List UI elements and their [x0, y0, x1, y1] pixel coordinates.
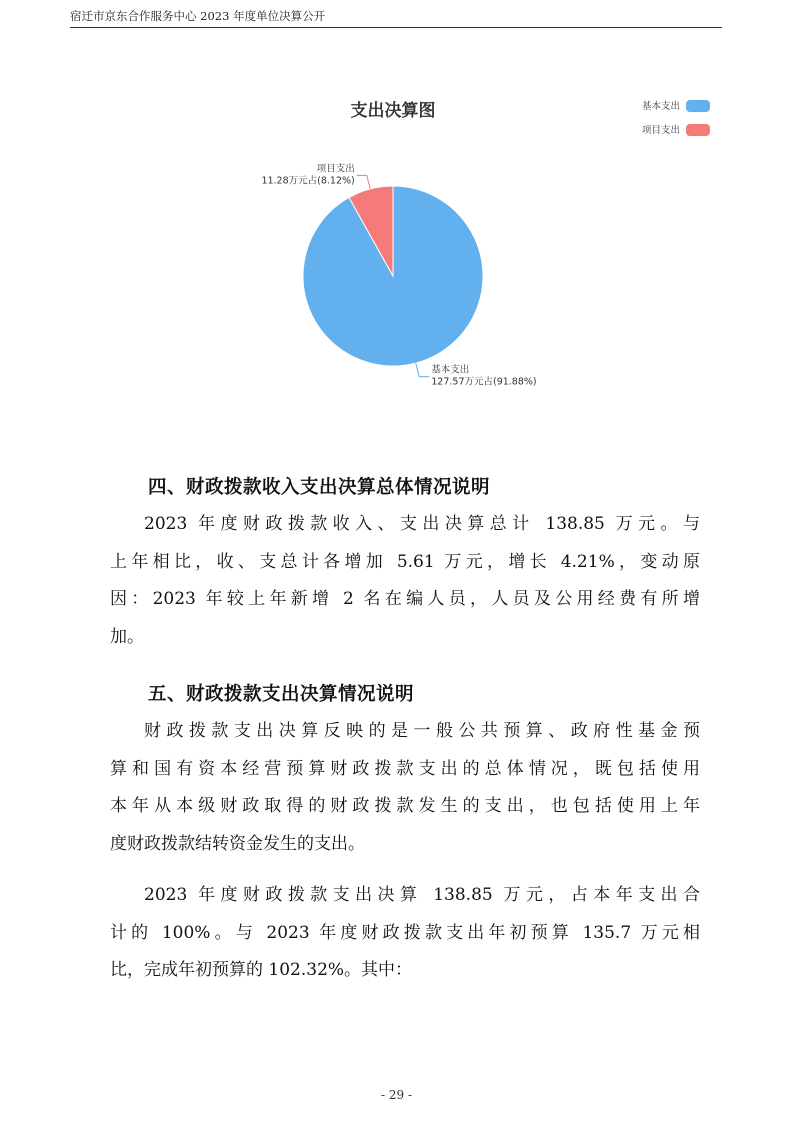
- paragraph-line: 比，完成年初预算的 102.32%。其中：: [110, 960, 413, 980]
- paragraph-line: 上年相比，收、支总计各增加 5.61 万元，增长 4.21%，变动原: [110, 551, 700, 572]
- section-heading-5: 五、财政拨款支出决算情况说明: [148, 684, 415, 705]
- legend-label: 项目支出: [641, 125, 680, 136]
- page-header: 宿迁市京东合作服务中心 2023 年度单位决算公开: [70, 9, 326, 23]
- page-number: - 29 -: [380, 1088, 412, 1102]
- section-heading-4: 四、财政拨款收入支出决算总体情况说明: [148, 477, 491, 498]
- section-4-paragraph-1: [110, 506, 700, 656]
- paragraph-line: 算和国有资本经营预算财政拨款支出的总体情况，既包括使用: [110, 758, 700, 779]
- pie-leader-line: [416, 363, 430, 377]
- section-5-paragraph-1: [110, 713, 700, 863]
- chart-title: 支出决算图: [350, 101, 436, 121]
- chart-legend: [642, 100, 710, 136]
- paragraph-line: 2023 年度财政拨款支出决算 138.85 万元，占本年支出合: [144, 885, 700, 905]
- paragraph-line: 加。: [110, 626, 144, 647]
- pie-label-value: 127.57万元占(91.88%): [431, 376, 537, 388]
- expenditure-pie-chart: [230, 88, 730, 398]
- pie-svg: [230, 88, 730, 398]
- pie-slices: [303, 186, 483, 366]
- paragraph-line: 本年从本级财政取得的财政拨款发生的支出，也包括使用上年: [110, 796, 700, 816]
- legend-label: 基本支出: [641, 101, 680, 112]
- header-rule: [70, 27, 722, 28]
- paragraph-line: 2023 年度财政拨款收入、支出决算总计 138.85 万元。与: [144, 514, 700, 534]
- paragraph-line: 度财政拨款结转资金发生的支出。: [110, 833, 365, 854]
- pie-label-name: 基本支出: [431, 364, 470, 376]
- section-5-paragraph-2: [110, 877, 700, 990]
- legend-swatch: [686, 124, 710, 136]
- paragraph-line: 计的 100%。与 2023 年度财政拨款支出年初预算 135.7 万元相: [110, 922, 700, 943]
- legend-swatch: [686, 100, 710, 112]
- paragraph-line: 因：2023 年较上年新增 2 名在编人员，人员及公用经费有所增: [110, 589, 700, 609]
- paragraph-line: 财政拨款支出决算反映的是一般公共预算、政府性基金预: [144, 721, 700, 741]
- pie-label-value: 11.28万元占(8.12%): [261, 175, 355, 187]
- pie-leader-line: [357, 175, 371, 189]
- pie-label-name: 项目支出: [316, 163, 355, 175]
